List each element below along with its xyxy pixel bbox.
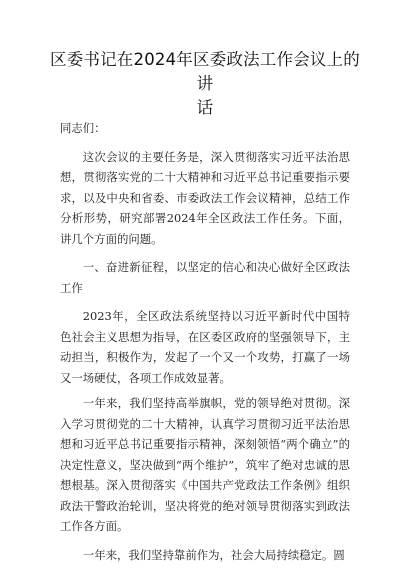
document-title (50, 48, 360, 120)
paragraph-party-leadership: 一年来，我们坚持高举旗帜，党的领导绝对贯彻。深入学习贯彻党的二十大精神，认真学习贯彻习近平法治思想和习近平总书记重要指示精神，深刻领悟“两个确立”的决定性意义，坚决做到“两个维护”，筑牢了绝对忠诚的思想根基。深入贯彻落实《中国共产党政法工作条例》组织政法干警政治轮训，坚决将党的绝对领导贯彻落实到政法工作各方面。 (60, 396, 350, 533)
section-heading-1: 一、奋进新征程，以坚定的信心和决心做好全区政法工作 (60, 260, 350, 295)
document-body (60, 118, 350, 570)
paragraph-social-stability: 一年来，我们坚持靠前作为，社会大局持续稳定。圆 (82, 547, 345, 562)
title-line-2: 话 (196, 98, 214, 117)
salutation: 同志们： (60, 121, 106, 135)
paragraph-intro: 这次会议的主要任务是，深入贯彻落实习近平法治思想，贯彻落实党的二十大精神和习近平总书记重要指示要求，以及中央和省委、市委政法工作会议精神，总结工作分析形势，研究部署2024年全区政法工作任务。下面，讲几个方面的问题。 (60, 149, 350, 246)
paragraph-2023-summary: 2023年，全区政法系统坚持以习近平新时代中国特色社会主义思想为指导，在区委区政府的坚强领导下，主动担当，积极作为，发起了一个又一个攻势，打赢了一场又一场硬仗，各项工作成效显著。 (60, 309, 350, 385)
title-line-1: 区委书记在2024年区委政法工作会议上的讲 (50, 50, 360, 93)
